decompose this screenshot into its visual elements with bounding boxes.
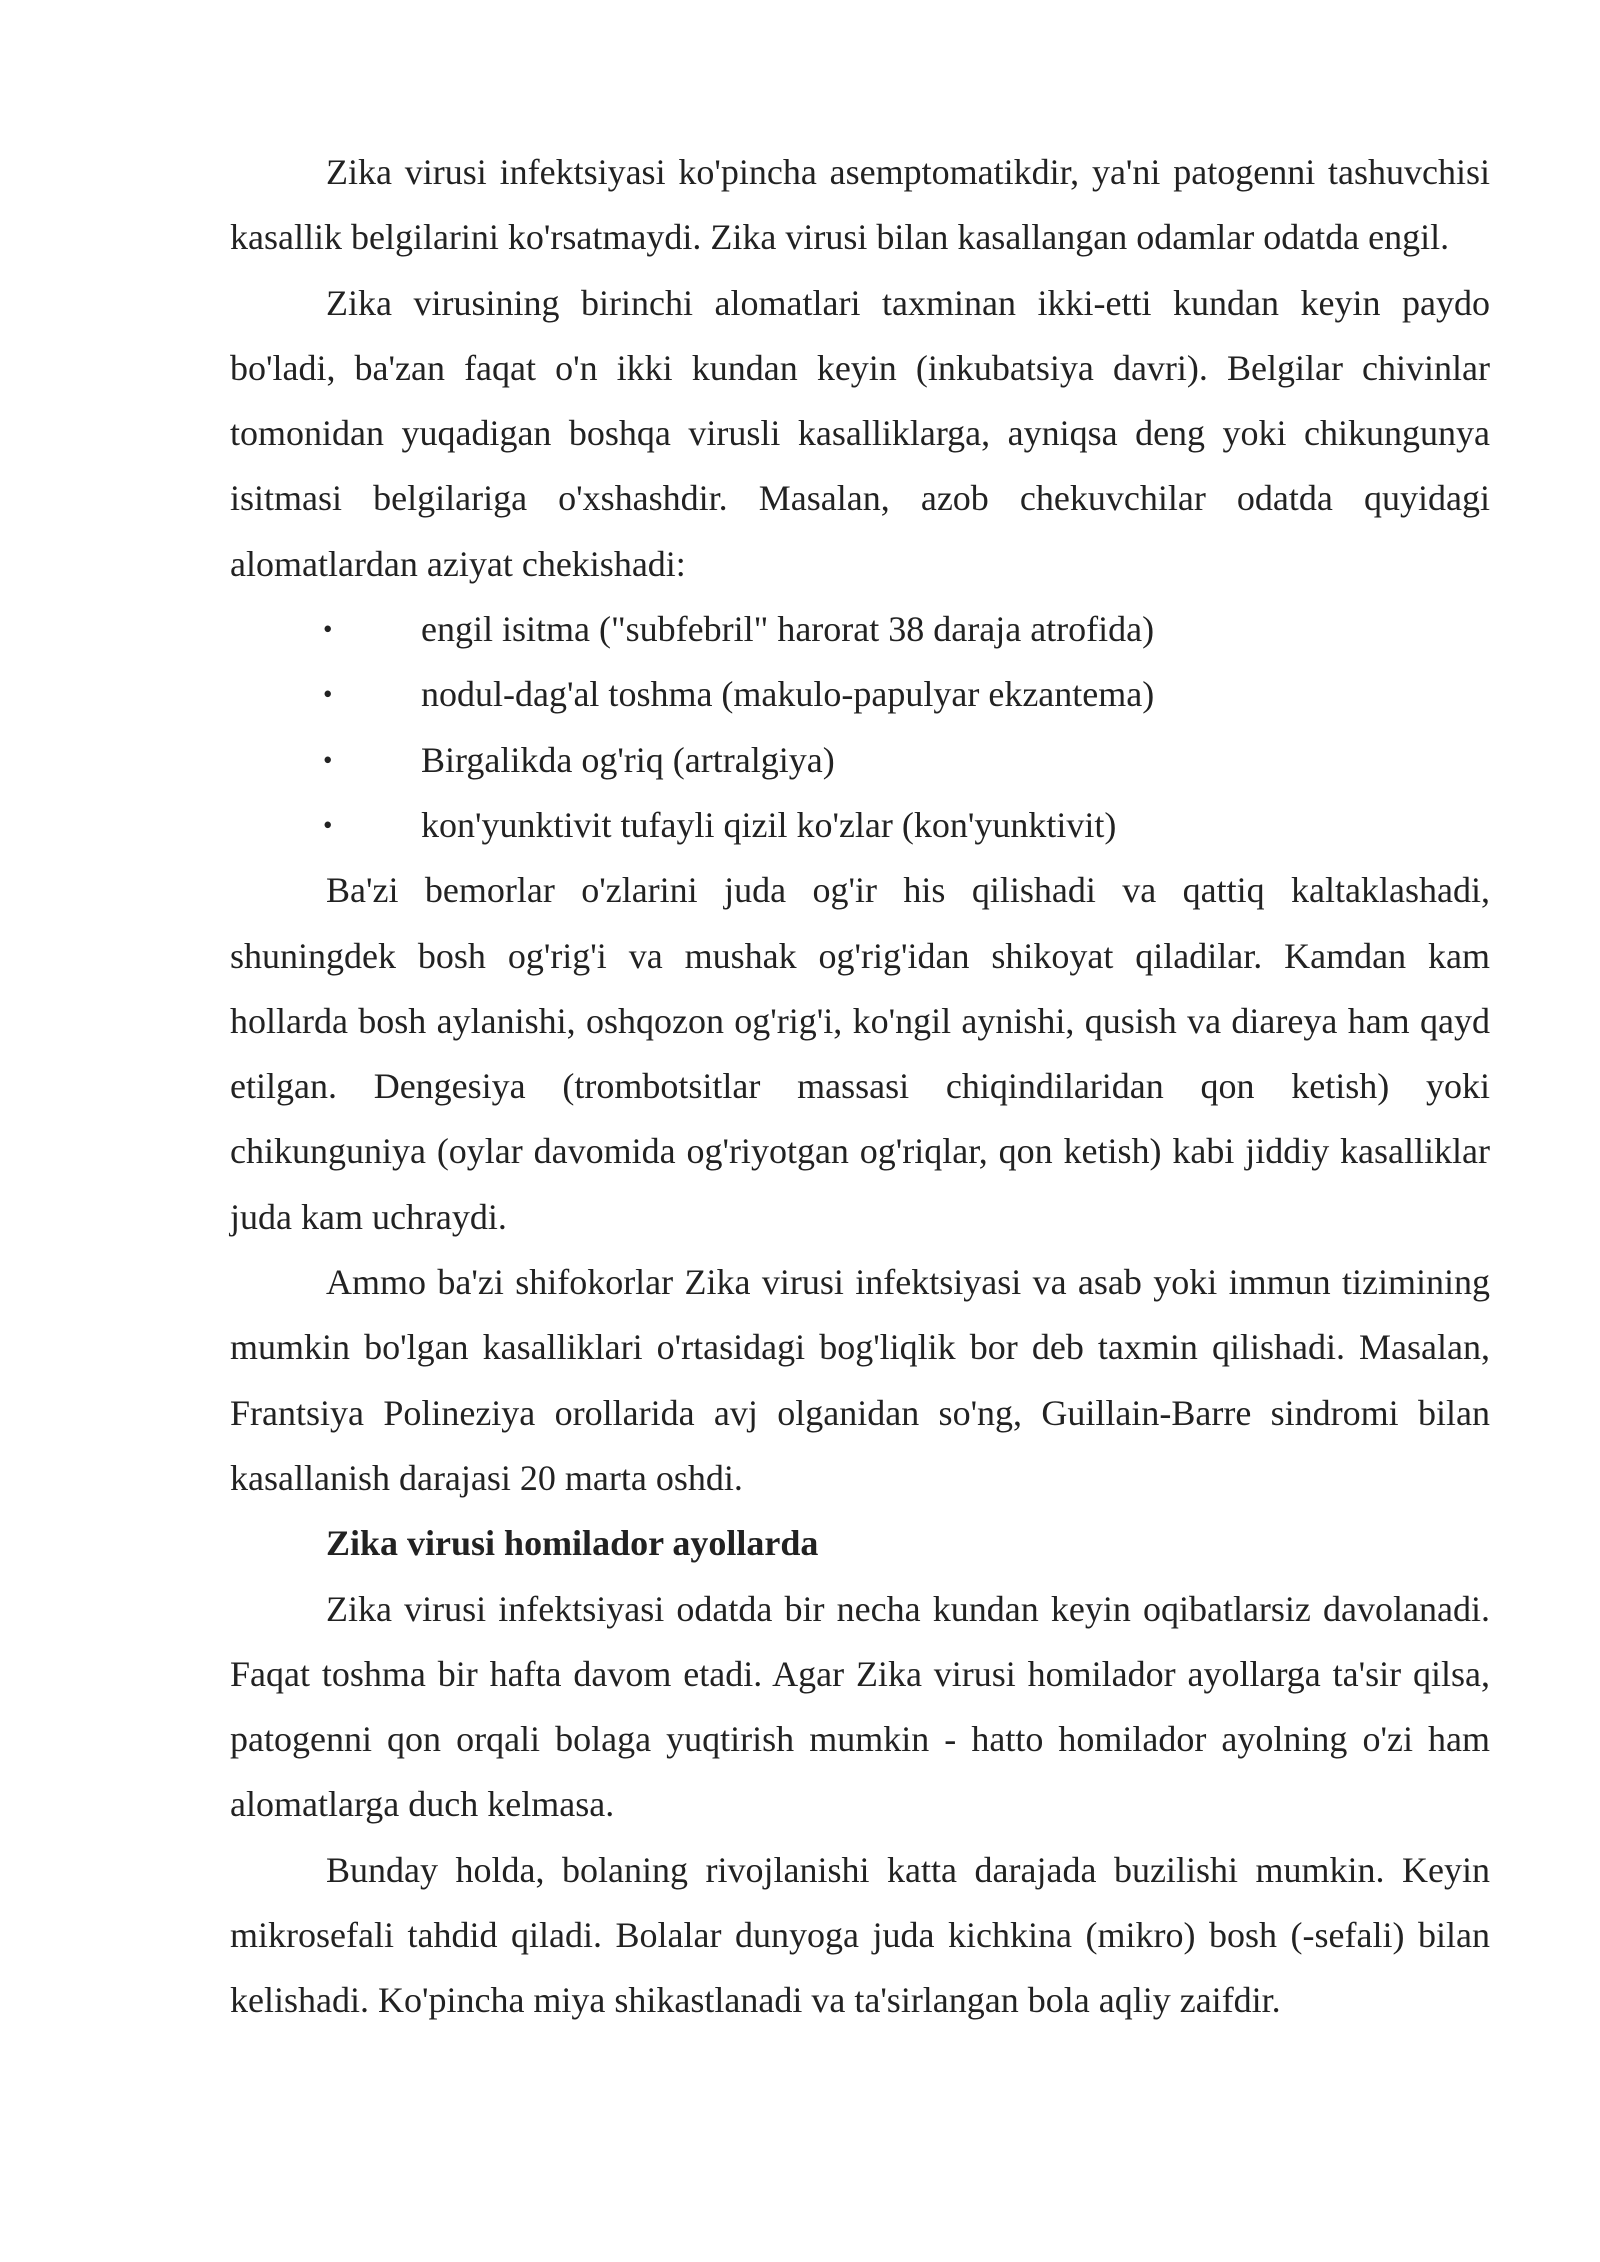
bullet-icon: • (323, 679, 333, 710)
list-item (230, 793, 1490, 858)
bullet-icon: • (323, 809, 333, 840)
bullet-icon: • (323, 614, 333, 645)
list-item-text: nodul-dag'al toshma (makulo-papulyar ekzantema) (421, 674, 1155, 715)
paragraph-first-symptoms: Zika virusining birinchi alomatlari taxminan ikki-etti kundan keyin paydo bo'ladi, ba'zan faqat o'n ikki kundan keyin (inkubatsiya davri). Belgilar chivinlar tomonidan yuqadigan boshqa virusli kasalliklarga, ayniqsa deng yoki chikungunya isitmasi belgilariga o'xshashdir. Masalan, azob chekuvchilar odatda quyidagi alomatlardan aziyat chekishadi: (230, 282, 1490, 584)
list-item (230, 728, 1490, 793)
paragraph-severe-cases: Ba'zi bemorlar o'zlarini juda og'ir his qilishadi va qattiq kaltaklashadi, shuningdek bosh og'rig'i va mushak og'rig'idan shikoyat qiladilar. Kamdan kam hollarda bosh aylanishi, oshqozon og'rig'i, ko'ngil aynishi, qusish va diareya ham qayd etilgan. Dengesiya (trombotsitlar massasi chiqindilaridan qon ketish) yoki chikunguniya (oylar davomida og'riyotgan og'riqlar, qon ketish) kabi jiddiy kasalliklar juda kam uchraydi. (230, 870, 1490, 1237)
list-item-text: Birgalikda og'riq (artralgiya) (421, 739, 835, 780)
list-item (230, 662, 1490, 727)
section-heading: Zika virusi homilador ayollarda (326, 1523, 819, 1564)
list-item-text: kon'yunktivit tufayli qizil ko'zlar (kon'yunktivit) (421, 804, 1117, 845)
list-item-text: engil isitma ("subfebril" harorat 38 daraja atrofida) (421, 609, 1155, 650)
document-body (230, 140, 1490, 2034)
paragraph-microcephaly: Bunday holda, bolaning rivojlanishi katta darajada buzilishi mumkin. Keyin mikrosefali tahdid qiladi. Bolalar dunyoga juda kichkina (mikro) bosh (-sefali) bilan kelishadi. Ko'pincha miya shikastlanadi va ta'sirlangan bola aqliy zaifdir. (230, 1849, 1490, 2021)
bullet-icon: • (323, 744, 333, 775)
paragraph-guillain-barre: Ammo ba'zi shifokorlar Zika virusi infektsiyasi va asab yoki immun tizimining mumkin bo'lgan kasalliklari o'rtasidagi bog'liqlik bor deb taxmin qilishadi. Masalan, Frantsiya Polineziya orollarida avj olganidan so'ng, Guillain-Barre sindromi bilan kasallanish darajasi 20 marta oshdi. (230, 1262, 1490, 1498)
paragraph-pregnancy: Zika virusi infektsiyasi odatda bir necha kundan keyin oqibatlarsiz davolanadi. Faqat toshma bir hafta davom etadi. Agar Zika virusi homilador ayollarga ta'sir qilsa, patogenni qon orqali bolaga yuqtirish mumkin - hatto homilador ayolning o'zi ham alomatlarga duch kelmasa. (230, 1588, 1490, 1825)
symptom-list (230, 597, 1490, 858)
paragraph-asymptomatic: Zika virusi infektsiyasi ko'pincha asemptomatikdir, ya'ni patogenni tashuvchisi kasallik belgilarini ko'rsatmaydi. Zika virusi bilan kasallangan odamlar odatda engil. (230, 152, 1490, 258)
list-item (230, 597, 1490, 662)
